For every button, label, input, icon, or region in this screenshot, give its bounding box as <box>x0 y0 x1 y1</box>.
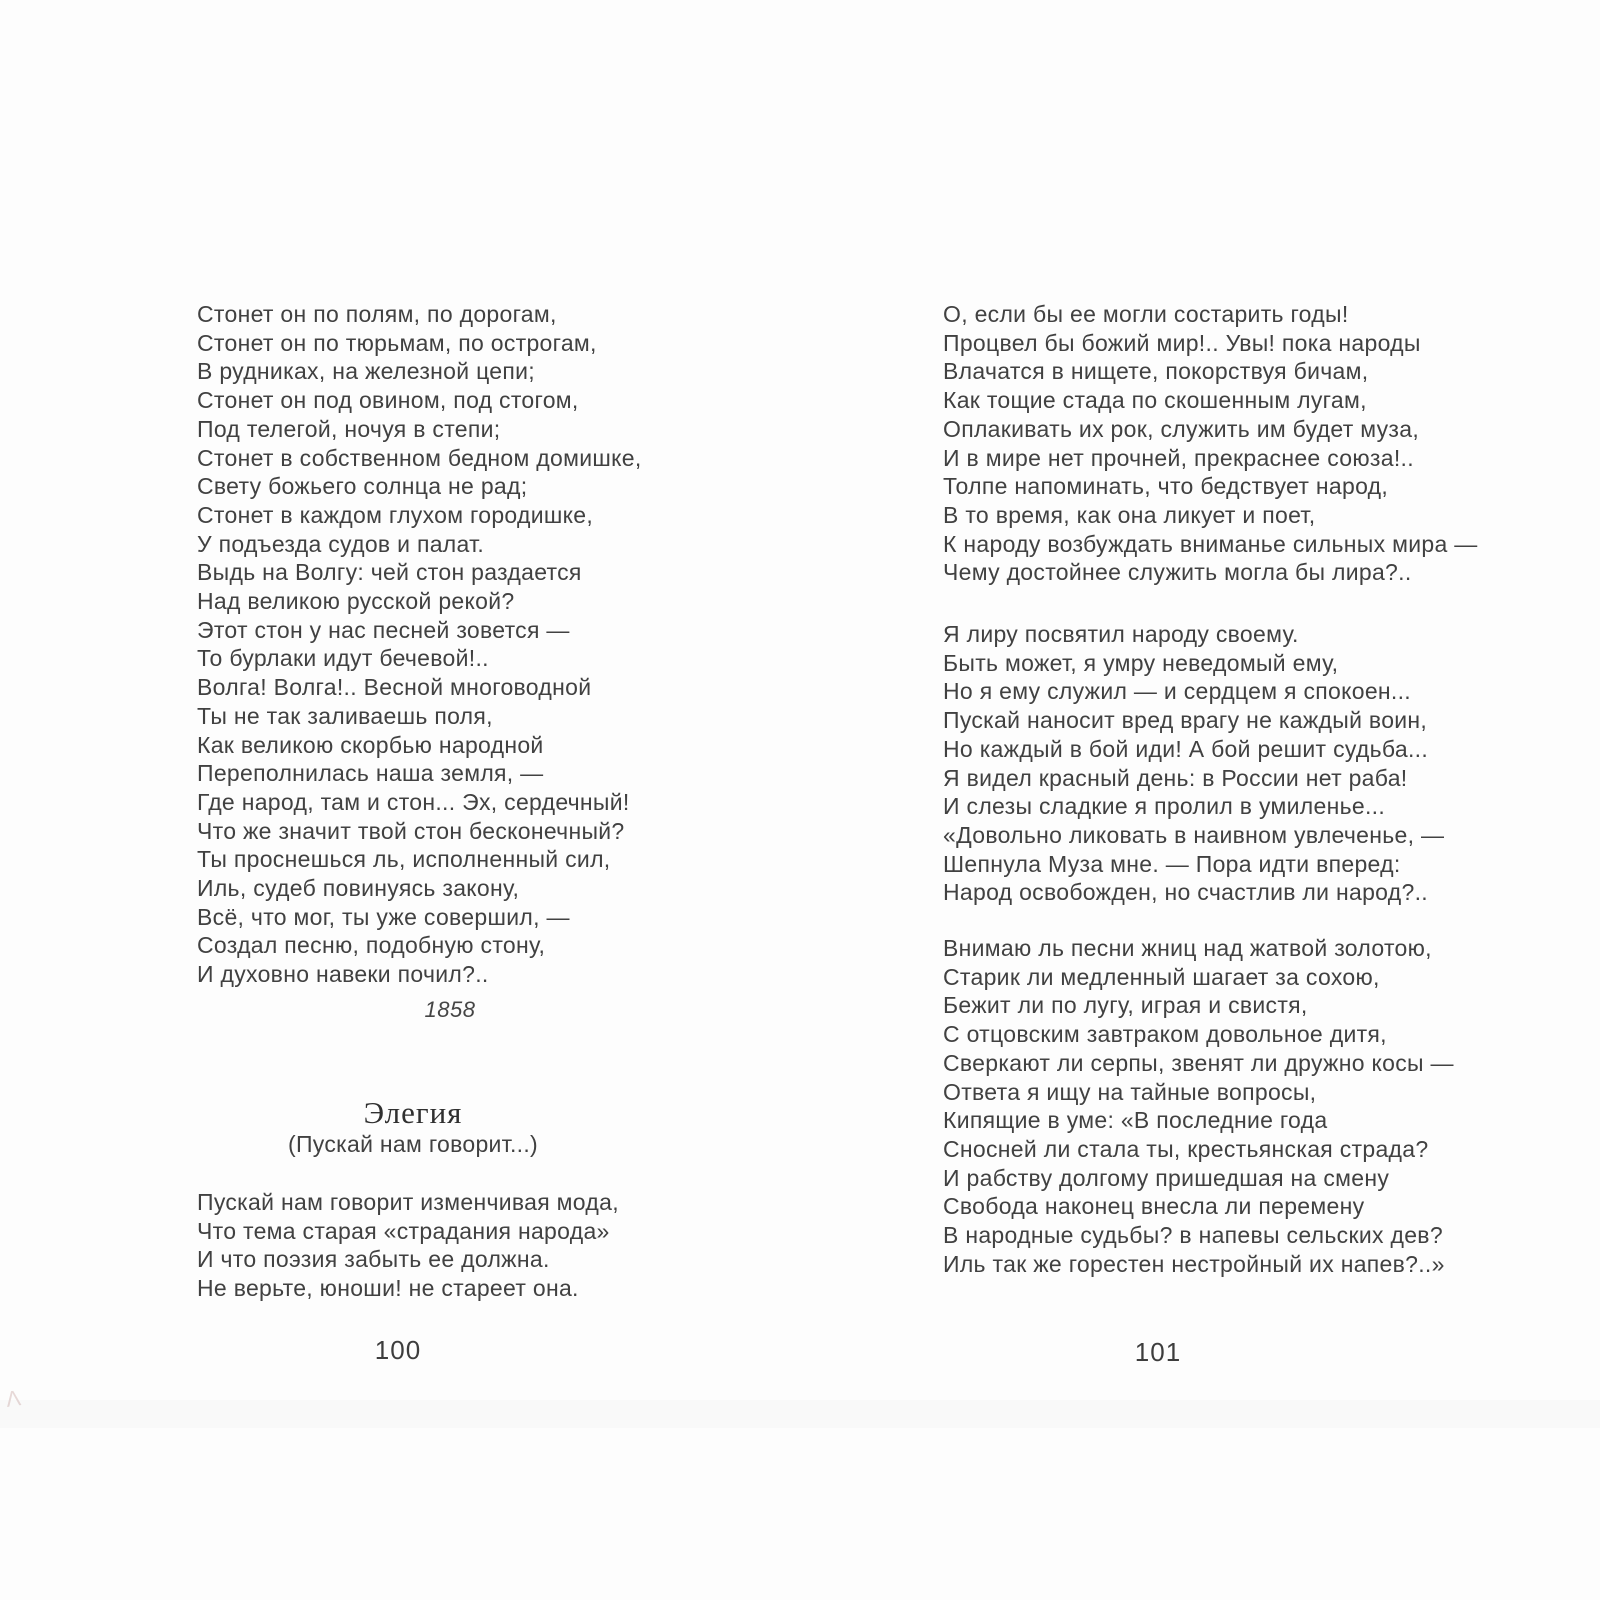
poem-line: Процвел бы божий мир!.. Увы! пока народы <box>943 329 1421 356</box>
page-number-left: 100 <box>374 1335 422 1365</box>
poem-line: Я лиру посвятил народу своему. <box>943 621 1299 647</box>
poem-line: Свобода наконец внесла ли перемену <box>943 1193 1365 1220</box>
next-poem-lines <box>197 1188 619 1303</box>
poem-subtitle: (Пускай нам говорит...) <box>287 1131 539 1157</box>
poem-line: Пускай наносит вред врагу не каждый воин, <box>943 707 1428 734</box>
poem-line: Сносней ли стала ты, крестьянская страда? <box>943 1135 1429 1162</box>
poem-line: В народные судьбы? в напевы сельских дев? <box>943 1222 1443 1249</box>
poem-line: Пускай нам говорит изменчивая мода, <box>197 1189 619 1215</box>
poem-line: Кипящие в уме: «В последние года <box>943 1107 1328 1134</box>
poem-line: В рудниках, на железной цепи; <box>197 358 535 385</box>
poem-line: Переполнилась наша земля, — <box>197 760 544 787</box>
poem-line: В то время, как она ликует и поет, <box>943 501 1316 528</box>
stanza-2 <box>943 620 1444 907</box>
poem-line: Этот стон у нас песней зовется — <box>197 616 570 643</box>
poem-line: Влачатся в нищете, покорствуя бичам, <box>943 358 1369 385</box>
poem-line: Чему достойнее служить могла бы лира?.. <box>943 559 1412 586</box>
poem-line: Всё, что мог, ты уже совершил, — <box>197 903 570 930</box>
poem-line: У подъезда судов и палат. <box>197 530 485 557</box>
poem-line: «Довольно ликовать в наивном увлеченье, — <box>943 821 1445 848</box>
poem-line: Стонет он по тюрьмам, по острогам, <box>197 329 597 356</box>
poem-line: Как тощие стада по скошенным лугам, <box>943 387 1367 414</box>
poem-line: Иль, судеб повинуясь закону, <box>197 875 520 902</box>
poem-line: Над великою русской рекой? <box>197 588 515 615</box>
poem-line: Стонет в каждом глухом городишке, <box>197 501 594 528</box>
poem-line: Волга! Волга!.. Весной многоводной <box>197 674 592 701</box>
poem-line: Народ освобожден, но счастлив ли народ?.. <box>943 879 1428 906</box>
poem-line: Выдь на Волгу: чей стон раздается <box>197 559 582 586</box>
poem-line: Ты не так заливаешь поля, <box>197 702 493 729</box>
poem-line: Ответа я ищу на тайные вопросы, <box>943 1078 1317 1105</box>
poem-line: С отцовским завтраком довольное дитя, <box>943 1021 1387 1048</box>
scan-shadow-band <box>0 1400 1600 1428</box>
poem-date: 1858 <box>424 997 476 1022</box>
poem-line: Ты проснешься ль, исполненный сил, <box>197 846 611 873</box>
poem-ending-lines <box>197 300 642 989</box>
poem-line: И рабству долгому пришедшая на смену <box>943 1164 1390 1191</box>
poem-line: То бурлаки идут бечевой!.. <box>197 645 489 672</box>
poem-line: Но каждый в бой иди! А бой решит судьба... <box>943 735 1429 762</box>
poem-title: Элегия <box>363 1095 463 1130</box>
poem-line: Стонет он по полям, по дорогам, <box>197 301 557 327</box>
stanza-1 <box>943 300 1478 587</box>
poem-line: Как великою скорбью народной <box>197 731 544 758</box>
poem-line: И что поэзия забыть ее должна. <box>197 1246 550 1273</box>
poem-line: И духовно навеки почил?.. <box>197 961 489 988</box>
poem-line: Оплакивать их рок, служить им будет муза, <box>943 415 1420 442</box>
poem-line: Сверкают ли серпы, звенят ли дружно косы — <box>943 1049 1454 1076</box>
poem-line: Стонет он под овином, под стогом, <box>197 387 579 414</box>
poem-line: Я видел красный день: в России нет раба! <box>943 764 1408 791</box>
poem-line: Не верьте, юноши! не стареет она. <box>197 1275 579 1302</box>
poem-line: Но я ему служил — и сердцем я спокоен... <box>943 678 1411 705</box>
poem-line: Толпе напоминать, что бедствует народ, <box>943 473 1389 500</box>
poem-line: Что же значит твой стон бесконечный? <box>197 817 625 844</box>
poem-line: Где народ, там и стон... Эх, сердечный! <box>197 788 630 815</box>
poem-line: Что тема старая «страдания народа» <box>197 1217 610 1244</box>
poem-line: Создал песню, подобную стону, <box>197 932 546 959</box>
poem-line: Бежит ли по лугу, играя и свистя, <box>943 992 1308 1019</box>
poem-line: Старик ли медленный шагает за сохою, <box>943 963 1380 990</box>
poem-line: Шепнула Муза мне. — Пора идти вперед: <box>943 850 1401 877</box>
poem-line: И слезы сладкие я пролил в умиленье... <box>943 793 1386 820</box>
poem-line: И в мире нет прочней, прекраснее союза!.. <box>943 444 1414 471</box>
stray-mark: Λ <box>4 1385 23 1412</box>
poem-line: Стонет в собственном бедном домишке, <box>197 444 642 471</box>
page-number-right: 101 <box>1134 1337 1182 1367</box>
poem-line: Внимаю ль песни жниц над жатвой золотою, <box>943 935 1432 961</box>
poem-line: Быть может, я умру неведомый ему, <box>943 649 1339 676</box>
poem-line: О, если бы ее могли состарить годы! <box>943 301 1349 327</box>
poem-line: К народу возбуждать вниманье сильных мира — <box>943 530 1478 557</box>
poem-line: Свету божьего солнца не рад; <box>197 473 528 500</box>
poem-line: Иль так же горестен нестройный их напев?..» <box>943 1250 1445 1277</box>
poem-line: Под телегой, ночуя в степи; <box>197 415 501 442</box>
stanza-3 <box>943 934 1454 1278</box>
